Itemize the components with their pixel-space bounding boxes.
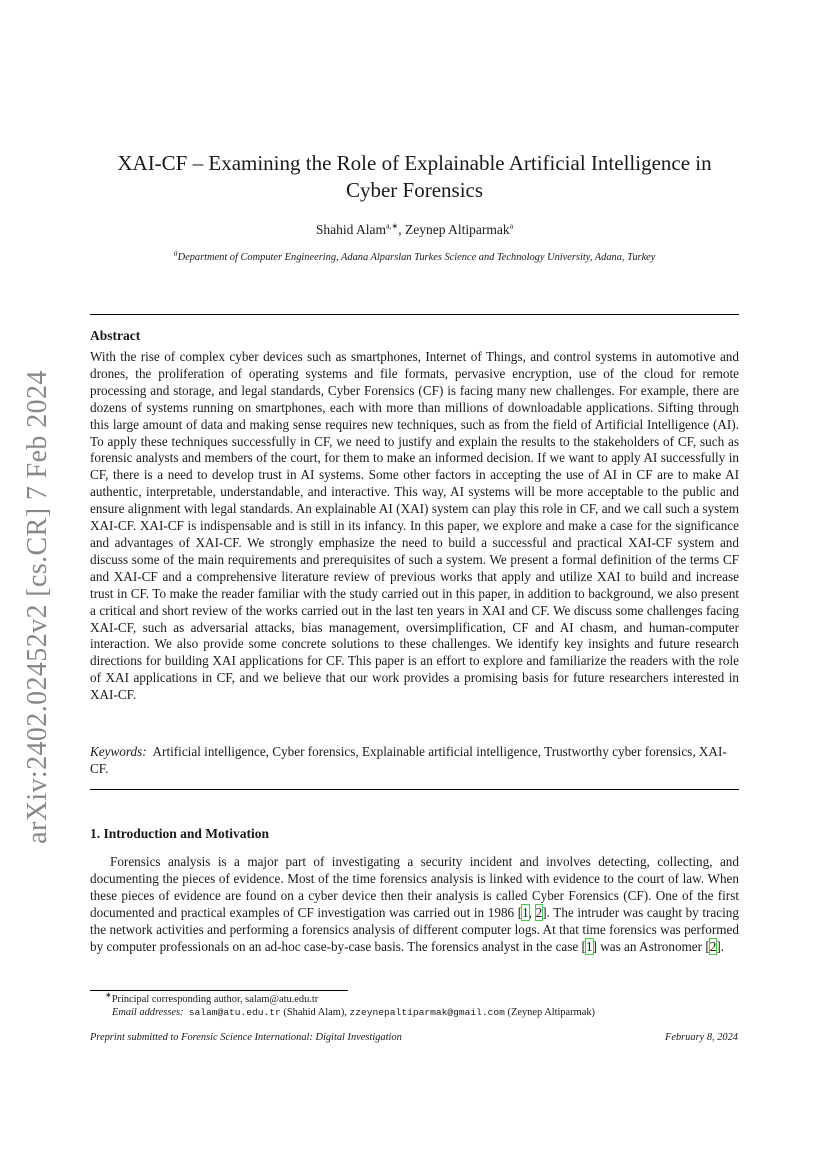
footnote-emails: [90, 1006, 761, 1019]
section-paragraph: [90, 853, 739, 956]
abstract-text: With the rise of complex cyber devices such as smartphones, Internet of Things, and control systems in automotive and drones, the proliferation of operating systems and file formats, pervasive encryption, use of the cloud for remote processing and storage, and legal standards, Cyber Forensics (CF) is facing many new challenges. For example, there are dozens of systems running on smartphones, each with more than millions of downloadable applications. Sifting through this large amount of data and making sense requires new techniques, such as from the field of Artificial Intelligence (AI). To apply these techniques successfully in CF, we need to justify and explain the results to the stakeholders of CF, such as forensic analysts and members of the court, for them to make an informed decision. If we want to apply AI successfully in CF, there is a need to develop trust in AI systems. Some other factors in accepting the use of AI in CF are to make AI authentic, interpretable, understandable, and interactive. This way, AI systems will be more acceptable to the public and ensure alignment with legal standards. An explainable AI (XAI) system can play this role in CF, and we call such a system XAI-CF. XAI-CF is indispensable and is still in its infancy. In this paper, we explore and make a case for the significance and advantages of XAI-CF. We strongly emphasize the need to build a successful and practical XAI-CF system and discuss some of the main requirements and prerequisites of such a system. We present a formal definition of the terms CF and XAI-CF and a comprehensive literature review of previous works that apply and utilize XAI to build and increase trust in CF. To make the reader familiar with the study carried out in this paper, in addition to background, we also present a critical and short review of the works carried out in the last ten years in XAI and CF. We discuss some challenges facing XAI-CF, such as adversarial attacks, bias management, oversimplification, CF and AI chasm, and human-computer interaction. We also provide some concrete solutions to these challenges. We identify key insights and future research directions for building XAI applications for CF. This paper is an effort to explore and familiarize the readers with the role of XAI applications in CF, and we believe that our work provides a promising basis for future researchers interested in XAI-CF.: [90, 349, 739, 703]
paragraph-text: ]. The intruder was caught by tracing the network activities and performing a forensics analysis of different computer logs. At that time forensics was performed by computer professionals on an ad-hoc case-by-case basis. The forensics analyst in the case [: [90, 905, 739, 955]
arxiv-identifier-text: arXiv:2402.02452v2 [cs.CR] 7 Feb 2024: [22, 370, 53, 844]
paragraph-text: ].: [716, 939, 725, 955]
author-name: Shahid Alam: [315, 222, 386, 237]
citation-link[interactable]: 2: [535, 905, 543, 921]
paper-title: XAI-CF – Examining the Role of Explainable Artificial Intelligence in Cyber Forensics: [117, 151, 712, 202]
footnote-corresponding: [90, 990, 754, 1006]
footer-date: February 8, 2024: [664, 1032, 738, 1043]
email-label: Email addresses:: [112, 1007, 184, 1018]
affiliation-mark: a: [173, 248, 178, 258]
abstract-heading: Abstract: [90, 328, 141, 343]
citation-separator: ,: [528, 905, 536, 921]
email-owner: (Shahid Alam),: [280, 1007, 350, 1018]
footer-preprint-note: Preprint submitted to Forensic Science International: Digital Investigation: [90, 1032, 402, 1043]
footnote-mark: ∗: [105, 990, 112, 1000]
author-list: [90, 222, 739, 238]
section-heading: 1. Introduction and Motivation: [90, 826, 270, 841]
author-separator: ,: [398, 222, 405, 237]
email-address[interactable]: zzeynepaltiparmak@gmail.com: [349, 1007, 505, 1018]
citation-link[interactable]: 1: [522, 905, 529, 921]
paragraph-text: Forensics analysis is a major part of investigating a security incident and involves detecting, collecting, and documenting the pieces of evidence. Most of the time forensics analysis is linked with evidence to the court of law. When these pieces of evidence are found on a cyber device then their analysis is called Cyber Forensics (CF). One of the first documented and practical examples of CF investigation was carried out in 1986 [: [90, 854, 739, 921]
citation-link[interactable]: 1: [585, 939, 593, 955]
citation-link[interactable]: 2: [709, 939, 717, 955]
footnote-text: Principal corresponding author, salam@atu.edu.tr: [111, 994, 319, 1005]
keywords: [90, 743, 739, 777]
keywords-label: Keywords:: [90, 744, 147, 759]
paragraph-text: ] was an Astronomer [: [592, 939, 710, 955]
abstract-top-rule: [90, 314, 739, 315]
footnote-rule: [90, 990, 348, 991]
email-owner: (Zeynep Altiparmak): [504, 1007, 595, 1018]
abstract-bottom-rule: [90, 789, 739, 790]
affiliation-text: Department of Computer Engineering, Adana Alparslan Turkes Science and Technology University, Adana, Turkey: [177, 252, 656, 263]
arxiv-identifier-stamp: [18, 372, 58, 842]
affiliation: [90, 248, 739, 263]
author-name: Zeynep Altiparmak: [404, 222, 510, 237]
email-address[interactable]: salam@atu.edu.tr: [188, 1007, 281, 1018]
keywords-text: Artificial intelligence, Cyber forensics, Explainable artificial intelligence, Trustworthy cyber forensics, XAI-CF.: [90, 744, 727, 776]
author-affiliation-mark: a: [509, 221, 514, 231]
author-affiliation-mark: a,∗: [385, 221, 399, 231]
